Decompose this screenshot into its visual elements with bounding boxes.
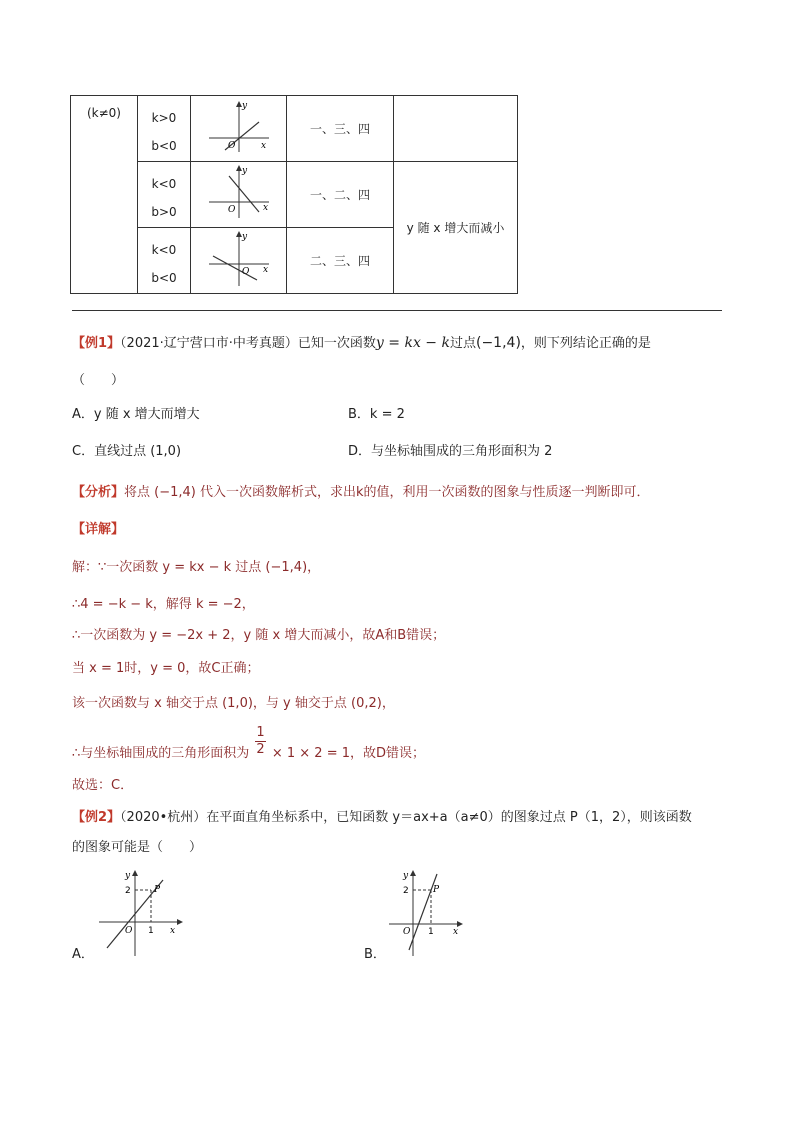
fraction-denominator: 2 [256, 742, 265, 757]
mini-graph-2 [191, 162, 286, 224]
axis-y: y [242, 232, 248, 242]
graph-cell-2 [191, 162, 287, 228]
cond-k: k>0 [151, 110, 177, 125]
example1-tag: 【例1】 [72, 336, 121, 351]
example1-stem-b: 过点 [449, 336, 476, 351]
graph-option-b [385, 868, 475, 958]
cond-cell-2 [138, 162, 191, 228]
empty-cell [394, 96, 518, 162]
cond-cell-1 [138, 96, 191, 162]
cond-k: k<0 [151, 176, 177, 191]
graph-cell-3 [191, 228, 287, 294]
option-c: C．直线过点 (1,0) [72, 444, 182, 459]
example1-stem-c: ，则下列结论正确的是 [520, 336, 651, 351]
option-d: D．与坐标轴围成的三角形面积为 2 [348, 444, 553, 459]
graph-b-one: 1 [428, 927, 434, 937]
mini-graph-3 [191, 228, 286, 290]
origin: O [228, 205, 236, 215]
detail-line-6 [72, 725, 425, 765]
example1-stem [72, 332, 651, 351]
k-label: (k≠0) [86, 106, 121, 120]
example2-tag: 【例2】 [72, 810, 121, 825]
origin: O [242, 267, 250, 277]
section-divider [72, 310, 722, 311]
fraction [255, 725, 265, 758]
function-table [70, 95, 518, 294]
graph-b-p: P [433, 885, 440, 895]
graph-a-y: y [125, 871, 131, 881]
k-label-cell [71, 96, 138, 294]
quadrant-cell-2 [287, 162, 394, 228]
option-a: A．y 随 x 增大而增大 [72, 407, 200, 422]
axis-y: y [242, 166, 248, 176]
analysis [72, 481, 650, 500]
graph-b-two: 2 [403, 886, 409, 896]
example1-point: (−1,4) [475, 335, 521, 351]
example2-stem [72, 806, 692, 825]
graph-a-x: x [170, 926, 176, 936]
axis-y: y [242, 101, 248, 111]
detail-tag: 【详解】 [72, 522, 125, 537]
detail-line-4: 当 x = 1时，y = 0，故C正确； [72, 661, 260, 676]
quadrant-cell-1 [287, 96, 394, 162]
example1-stem-a: 已知一次函数 [297, 336, 376, 351]
analysis-text: 将点 (−1,4) 代入一次函数解析式，求出k的值，利用一次函数的图象与性质逐一判断即可． [124, 485, 650, 500]
cond-b: b<0 [151, 270, 177, 285]
detail-line-2: ∴4 = −k − k，解得 k = −2， [72, 597, 255, 612]
axis-x: x [261, 141, 267, 151]
graph-option-a [95, 868, 190, 958]
cond-cell-3 [138, 228, 191, 294]
detail-line-1: 解：∵一次函数 y = kx − k 过点 (−1,4)， [72, 560, 321, 575]
axis-x: x [263, 265, 269, 275]
example1-equation: y = kx − k [375, 335, 450, 351]
quadrants-1: 一、三、四 [309, 122, 370, 136]
graph-b-y: y [403, 871, 409, 881]
detail-line-6a: ∴与坐标轴围成的三角形面积为 [72, 746, 250, 761]
decrease-cell [394, 162, 518, 294]
graph-b-o: O [403, 927, 411, 937]
graph-a-p: P [154, 885, 161, 895]
quadrants-3: 二、三、四 [309, 254, 370, 268]
detail-line-3: ∴一次函数为 y = −2x + 2，y 随 x 增大而减小，故A和B错误； [72, 628, 446, 643]
example2-text-2: 的图象可能是（ ） [72, 840, 203, 855]
detail-line-6b: × 1 × 2 = 1，故D错误； [271, 746, 426, 761]
detail-line-5: 该一次函数与 x 轴交于点 (1,0)，与 y 轴交于点 (0,2)， [72, 696, 395, 711]
option-b: B．k = 2 [348, 407, 405, 422]
axis-x: x [263, 203, 269, 213]
decrease-text: y 随 x 增大而减小 [406, 221, 505, 235]
graph-a-two: 2 [125, 886, 131, 896]
detail-line-7: 故选：C． [72, 778, 134, 793]
graph-b-label: B． [364, 947, 386, 962]
origin: O [228, 141, 236, 151]
cond-b: b<0 [151, 138, 177, 153]
graph-cell-1 [191, 96, 287, 162]
fraction-numerator: 1 [256, 725, 265, 740]
quadrants-2: 一、二、四 [309, 188, 370, 202]
cond-k: k<0 [151, 242, 177, 257]
graph-a-one: 1 [148, 926, 154, 936]
graph-a-o: O [125, 926, 133, 936]
cond-b: b>0 [151, 204, 177, 219]
example1-source: （2021·辽宁营口市·中考真题） [120, 336, 298, 351]
quadrant-cell-3 [287, 228, 394, 294]
graph-b-x: x [453, 927, 459, 937]
example2-text-1: （2020•杭州）在平面直角坐标系中，已知函数 y＝ax+a（a≠0）的图象过点 P（1，2），则该函数 [120, 810, 692, 825]
analysis-tag: 【分析】 [72, 485, 125, 500]
mini-graph-1 [191, 96, 286, 158]
answer-paren: （ ） [72, 373, 125, 388]
graph-a-label: A． [72, 947, 94, 962]
